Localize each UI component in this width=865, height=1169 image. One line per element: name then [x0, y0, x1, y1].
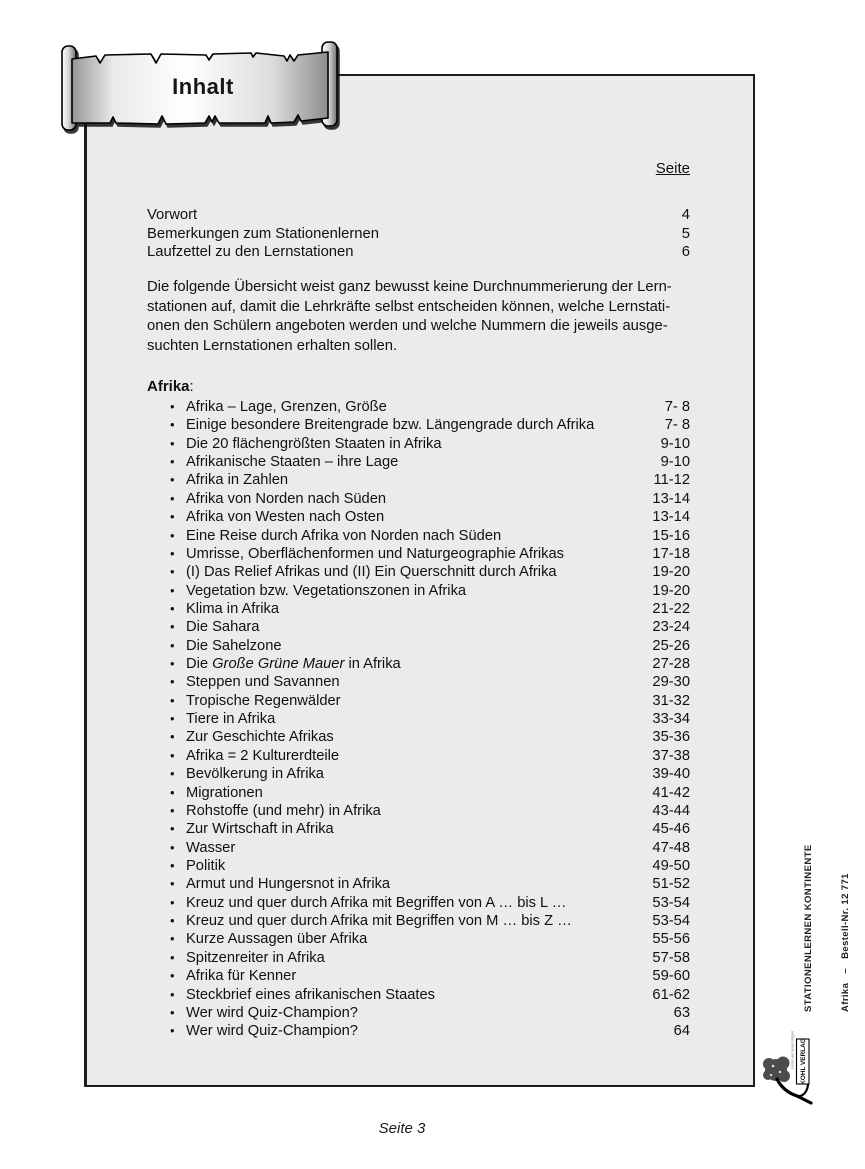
- toc-item-label-part: in Afrika: [344, 656, 401, 673]
- bullet-icon: •: [170, 527, 175, 543]
- toc-item: [147, 949, 690, 967]
- toc-item-label: Klima in Afrika: [186, 600, 280, 617]
- toc-item-label: Armut und Hungersnot in Afrika: [186, 876, 391, 893]
- toc-item: [147, 435, 690, 453]
- toc-item-label: Kreuz und quer durch Afrika mit Begriffen von M … bis Z …: [186, 913, 572, 930]
- bullet-icon: •: [170, 839, 175, 855]
- toc-item-label: Zur Geschichte Afrikas: [186, 729, 334, 746]
- toc-item-label: Migrationen: [186, 784, 263, 801]
- toc-item-page: 64: [673, 1023, 690, 1040]
- toc-item-page: 53-54: [652, 894, 690, 911]
- toc-item: [147, 857, 690, 875]
- toc-item: [147, 655, 690, 673]
- bullet-icon: •: [170, 472, 175, 488]
- bullet-icon: •: [170, 876, 175, 892]
- bullet-icon: •: [170, 692, 175, 708]
- section-title-colon: :: [189, 378, 194, 395]
- publisher-name: KOHL VERLAG: [800, 1038, 808, 1085]
- toc-item-page: 43-44: [652, 802, 690, 819]
- toc-item-label: Wer wird Quiz-Champion?: [186, 1004, 358, 1021]
- bullet-icon: •: [170, 619, 175, 635]
- kohl-verlag-logo-icon: [763, 1030, 817, 1107]
- toc-item-label: Afrika – Lage, Grenzen, Größe: [186, 399, 387, 415]
- toc-item: [147, 673, 690, 691]
- bullet-icon: •: [170, 399, 175, 414]
- toc-item: [147, 398, 690, 416]
- publisher-logo: [763, 1030, 817, 1107]
- toc-item: [147, 508, 690, 526]
- toc-item-label-part: Die: [186, 656, 213, 673]
- toc-list: [147, 398, 690, 1041]
- toc-item-page: 35-36: [652, 729, 690, 746]
- toc-item-label: Kurze Aussagen über Afrika: [186, 931, 368, 948]
- bullet-icon: •: [170, 545, 175, 561]
- toc-item-page: 9-10: [660, 454, 690, 471]
- toc-item-page: 31-32: [652, 692, 690, 709]
- intro-line: Die folgende Übersicht weist ganz bewusst keine Durchnummerierung der Lern-: [147, 279, 672, 295]
- toc-item-label: Bevölkerung in Afrika: [186, 766, 324, 783]
- front-matter-row: [147, 206, 690, 225]
- toc-item: [147, 747, 690, 765]
- bullet-icon: •: [170, 582, 175, 598]
- content-panel: [84, 74, 755, 1087]
- toc-item-page: 37-38: [652, 747, 690, 764]
- intro-line: stationen auf, damit die Lehrkräfte selbst entscheiden können, welche Lernstati-: [147, 298, 671, 315]
- toc-item-label: Afrikanische Staaten – ihre Lage: [186, 454, 399, 471]
- toc-item-page: 45-46: [652, 821, 690, 838]
- toc-item-page: 59-60: [652, 968, 690, 985]
- bullet-icon: •: [170, 729, 175, 745]
- toc-item: [147, 490, 690, 508]
- section-title: [147, 378, 194, 395]
- bullet-icon: •: [170, 656, 175, 672]
- toc-item: [147, 839, 690, 857]
- toc-item-label: Afrika von Norden nach Süden: [186, 490, 387, 507]
- bullet-icon: •: [170, 711, 175, 727]
- toc-item-page: 19-20: [652, 564, 690, 581]
- toc-item-label: Zur Wirtschaft in Afrika: [186, 821, 334, 838]
- toc-item-page: 39-40: [652, 766, 690, 783]
- toc-item-label: Kreuz und quer durch Afrika mit Begriffen von A … bis L …: [186, 894, 567, 911]
- toc-item-page: 57-58: [652, 949, 690, 966]
- bullet-icon: •: [170, 931, 175, 947]
- page-footer: Seite 3: [378, 1120, 426, 1137]
- toc-item-label: Einige besondere Breitengrade bzw. Längengrade durch Afrika: [186, 417, 595, 434]
- toc-item: [147, 637, 690, 655]
- toc-item-label: Afrika von Westen nach Osten: [186, 509, 385, 526]
- front-matter-list: [147, 206, 690, 262]
- toc-item-page: 21-22: [652, 600, 690, 617]
- section-title-text: Afrika: [147, 378, 190, 395]
- bullet-icon: •: [170, 600, 175, 616]
- toc-item: [147, 527, 690, 545]
- toc-item-page: 25-26: [652, 637, 690, 654]
- toc-item-page: 63: [673, 1004, 690, 1021]
- toc-item-label: Die Sahara: [186, 619, 260, 636]
- toc-item: [147, 820, 690, 838]
- front-matter-page: 4: [681, 207, 690, 223]
- toc-item-page: 7- 8: [664, 417, 690, 434]
- toc-item-page: 27-28: [652, 656, 690, 673]
- toc-item-page: 51-52: [652, 876, 690, 893]
- toc-item-label: Steppen und Savannen: [186, 674, 340, 691]
- toc-item-label: Die Sahelzone: [186, 637, 282, 654]
- toc-item: [147, 416, 690, 434]
- toc-item-page: 15-16: [652, 527, 690, 544]
- toc-item: [147, 986, 690, 1004]
- toc-item: [147, 545, 690, 563]
- toc-item-label: Spitzenreiter in Afrika: [186, 949, 325, 966]
- toc-item: [147, 728, 690, 746]
- toc-item-page: 29-30: [652, 674, 690, 691]
- front-matter-page: 5: [681, 225, 690, 242]
- toc-item: [147, 802, 690, 820]
- toc-item: [147, 894, 690, 912]
- bullet-icon: •: [170, 564, 175, 580]
- toc-item-label: Die 20 flächengrößten Staaten in Afrika: [186, 435, 442, 452]
- toc-item-page: 23-24: [652, 619, 690, 636]
- bullet-icon: •: [170, 949, 175, 965]
- bullet-icon: •: [170, 509, 175, 525]
- bullet-icon: •: [170, 857, 175, 873]
- toc-item: [147, 765, 690, 783]
- bullet-icon: •: [170, 986, 175, 1002]
- toc-item-label: Tiere in Afrika: [186, 711, 276, 728]
- bullet-icon: •: [170, 637, 175, 653]
- toc-item: [147, 784, 690, 802]
- toc-item-page: 7- 8: [664, 399, 690, 415]
- publisher-tagline: Lernen auf neuen Wegen: [790, 1030, 795, 1070]
- bullet-icon: •: [170, 913, 175, 929]
- sidebar-series-title: STATIONENLERNEN KONTINENTE: [802, 844, 814, 1012]
- intro-line: suchten Lernstationen erhalten sollen.: [147, 337, 398, 354]
- toc-item-label: Afrika für Kenner: [186, 968, 297, 985]
- banner-title: Inhalt: [172, 74, 234, 99]
- toc-item-label: Wer wird Quiz-Champion?: [186, 1023, 358, 1040]
- toc-item: [147, 1022, 690, 1040]
- toc-item: [147, 600, 690, 618]
- toc-item-page: 47-48: [652, 839, 690, 856]
- bullet-icon: •: [170, 802, 175, 818]
- toc-item-label: Politik: [186, 857, 226, 874]
- toc-item: [147, 582, 690, 600]
- front-matter-label: Laufzettel zu den Lernstationen: [147, 244, 354, 260]
- toc-item: [147, 618, 690, 636]
- bullet-icon: •: [170, 1004, 175, 1020]
- toc-item-page: 49-50: [652, 857, 690, 874]
- toc-item: [147, 710, 690, 728]
- toc-item-label: Vegetation bzw. Vegetationszonen in Afrika: [186, 582, 467, 599]
- front-matter-page: 6: [681, 244, 690, 260]
- sidebar-imprint: [778, 843, 852, 1012]
- toc-item-page: 9-10: [660, 435, 690, 452]
- bullet-icon: •: [170, 894, 175, 910]
- toc-item-page: 41-42: [652, 784, 690, 801]
- toc-item-label: Rohstoffe (und mehr) in Afrika: [186, 802, 381, 819]
- front-matter-row: [147, 243, 690, 262]
- toc-item: [147, 1004, 690, 1022]
- front-matter-label: Vorwort: [147, 207, 198, 223]
- bullet-icon: •: [170, 766, 175, 782]
- toc-item-label: Afrika = 2 Kulturerdteile: [186, 747, 340, 764]
- toc-item: [147, 692, 690, 710]
- toc-item-page: 33-34: [652, 711, 690, 728]
- bullet-icon: •: [170, 784, 175, 800]
- bullet-icon: •: [170, 821, 175, 837]
- toc-item-page: 53-54: [652, 913, 690, 930]
- toc-item-label: Tropische Regenwälder: [186, 692, 341, 709]
- toc-item-page: 19-20: [652, 582, 690, 599]
- toc-item: [147, 875, 690, 893]
- bullet-icon: •: [170, 1023, 175, 1039]
- bullet-icon: •: [170, 454, 175, 470]
- toc-item-page: 17-18: [652, 545, 690, 562]
- toc-item: [147, 563, 690, 581]
- toc-item-page: 61-62: [652, 986, 690, 1003]
- toc-item-page: 13-14: [652, 509, 690, 526]
- bullet-icon: •: [170, 490, 175, 506]
- toc-item: [147, 912, 690, 930]
- toc-item-label: Afrika in Zahlen: [186, 472, 289, 489]
- bullet-icon: •: [170, 747, 175, 763]
- bullet-icon: •: [170, 674, 175, 690]
- page-column-header: Seite: [655, 160, 690, 177]
- toc-item-label: Eine Reise durch Afrika von Norden nach Süden: [186, 527, 502, 544]
- intro-line: onen den Schülern angeboten werden und welche Nummern die jeweils ausge-: [147, 318, 668, 335]
- toc-item: [147, 453, 690, 471]
- toc-item-label: Wasser: [186, 839, 236, 856]
- toc-item-label: (I) Das Relief Afrikas und (II) Ein Querschnitt durch Afrika: [186, 564, 557, 581]
- front-matter-label: Bemerkungen zum Stationenlernen: [147, 225, 379, 242]
- bullet-icon: •: [170, 968, 175, 984]
- intro-paragraph: [147, 278, 693, 356]
- sidebar-order-number: Afrika – Bestell-Nr. 12 771: [840, 873, 852, 1012]
- toc-item-page: 13-14: [652, 490, 690, 507]
- bullet-icon: •: [170, 435, 175, 451]
- toc-item-label: [186, 655, 652, 673]
- toc-item-label-italic: Große Grüne Mauer: [212, 656, 345, 673]
- toc-item: [147, 471, 690, 489]
- toc-item-label: Umrisse, Oberflächenformen und Naturgeographie Afrikas: [186, 545, 564, 562]
- toc-item: [147, 930, 690, 948]
- bullet-icon: •: [170, 417, 175, 433]
- front-matter-row: [147, 225, 690, 244]
- toc-item-page: 11-12: [653, 472, 690, 489]
- toc-item-label: Steckbrief eines afrikanischen Staates: [186, 986, 436, 1003]
- toc-item: [147, 967, 690, 985]
- toc-item-page: 55-56: [652, 931, 690, 948]
- inhalt-banner: [56, 36, 350, 136]
